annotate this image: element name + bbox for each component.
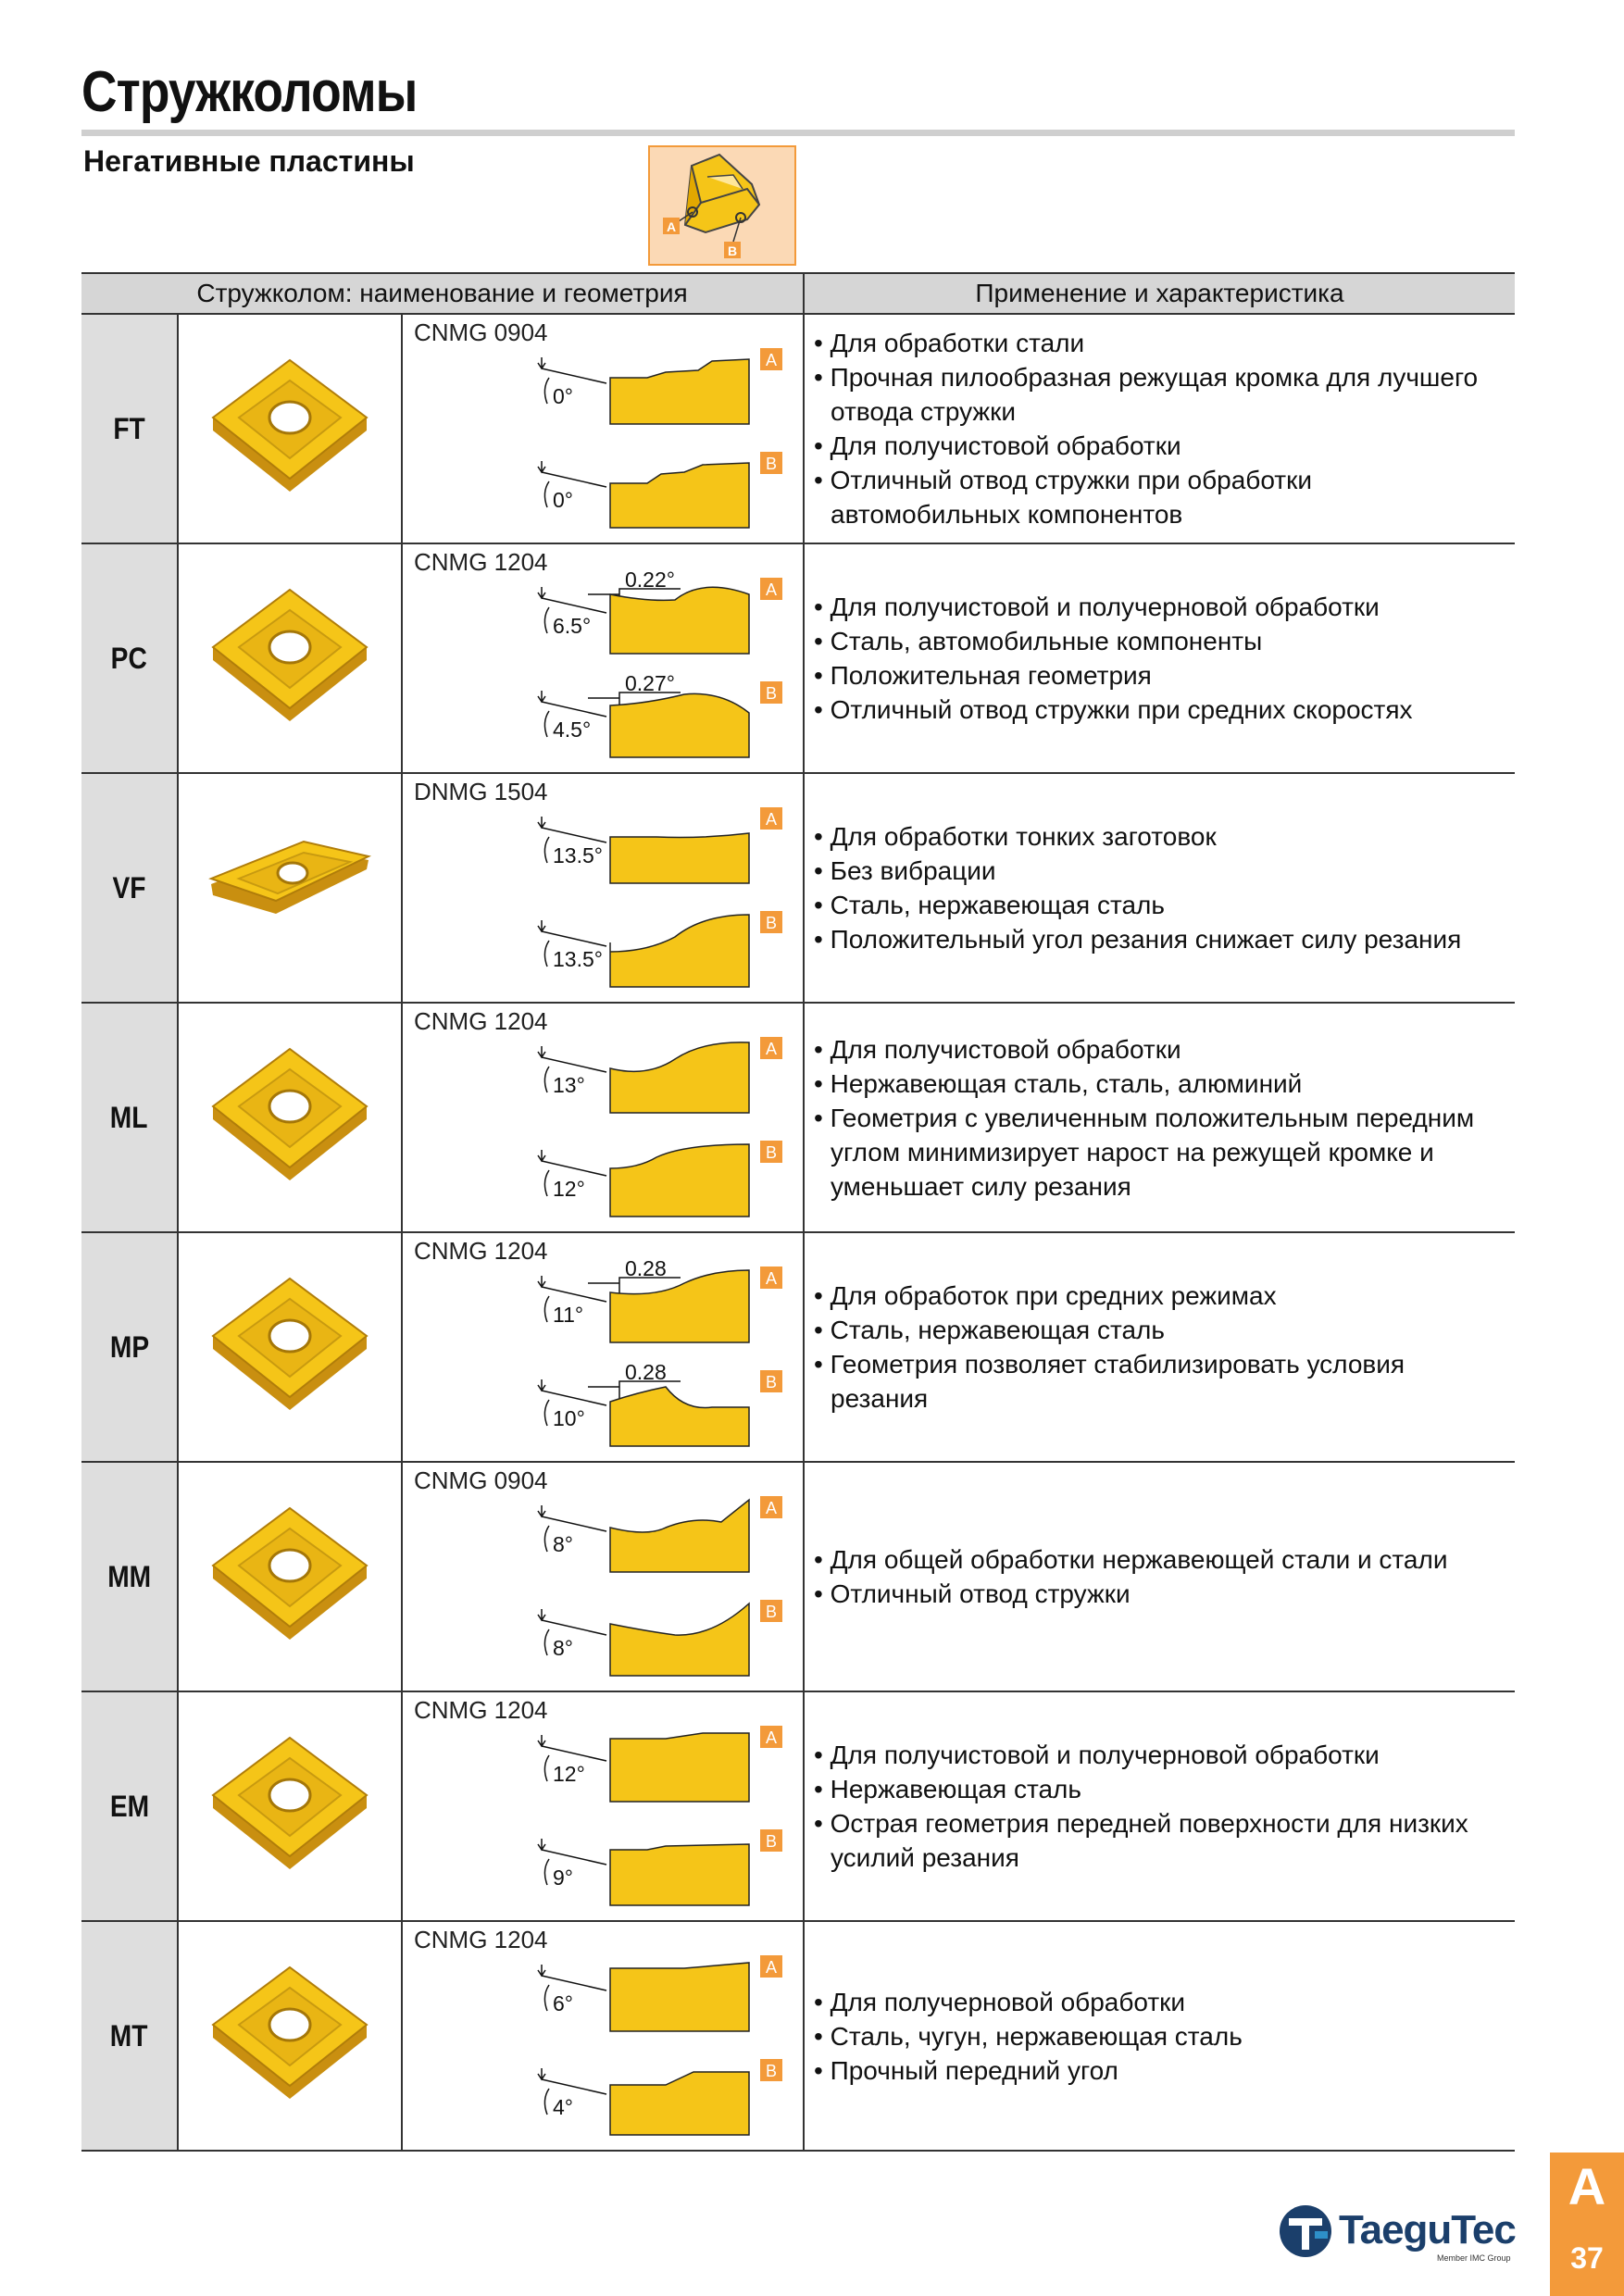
profile-a (538, 568, 782, 654)
feature-item: • Сталь, чугун, нержавеющая сталь (814, 2019, 1500, 2053)
feature-item: • Без вибрации (814, 854, 1500, 888)
chipbreaker-profile-shape (610, 1042, 749, 1113)
page-title: Стружколомы (81, 60, 418, 124)
profile-label-b: B (765, 455, 778, 473)
insert-image (202, 1042, 378, 1190)
geometry-cell (402, 1691, 804, 1921)
profile-label-a: A (765, 1040, 778, 1058)
profile-b (538, 452, 782, 528)
chipbreaker-profile-shape (610, 587, 749, 654)
chipbreaker-reference-diagram (648, 145, 796, 266)
diagram-label-b: B (727, 243, 738, 258)
chipbreaker-profile-shape (610, 1270, 749, 1342)
chipbreaker-profiles (403, 1233, 803, 1461)
chipbreaker-profiles (403, 315, 803, 543)
header-geometry: Стружколом: наименование и геометрия (81, 273, 804, 314)
feature-list (814, 1032, 1500, 1204)
chipbreaker-profiles (403, 1692, 803, 1920)
profile-label-b: B (765, 914, 778, 932)
table-row (81, 773, 1515, 1003)
rake-angle-b: 4.5° (553, 718, 592, 742)
chipbreaker-code-cell (81, 773, 178, 1003)
application-cell (804, 1691, 1515, 1921)
feature-item: • Геометрия позволяет стабилизировать условия резания (814, 1347, 1500, 1416)
land-width-a: 0.28 (625, 1256, 667, 1280)
feature-item: • Для обработки тонких заготовок (814, 819, 1500, 854)
title-rule (81, 130, 1515, 136)
application-cell (804, 1232, 1515, 1462)
chipbreaker-profile-shape (610, 1603, 749, 1676)
feature-item: • Сталь, нержавеющая сталь (814, 1313, 1500, 1347)
chipbreaker-profiles (403, 544, 803, 772)
page-number: 37 (1570, 2241, 1604, 2275)
insert-image-cell (178, 773, 402, 1003)
chipbreaker-code-cell (81, 1921, 178, 2151)
feature-list (814, 326, 1500, 531)
table-body (81, 314, 1515, 2151)
chipbreaker-profile-shape (610, 693, 749, 757)
rake-angle-b: 10° (553, 1406, 585, 1430)
feature-item: • Острая геометрия передней поверхности для низких усилий резания (814, 1806, 1500, 1875)
insert-image-cell (178, 1232, 402, 1462)
profile-label-a: A (765, 580, 778, 599)
brand-tagline: Member IMC Group (1437, 2253, 1511, 2263)
table-row (81, 1691, 1515, 1921)
insert-image-cell (178, 1921, 402, 2151)
feature-item: • Для получистовой обработки (814, 1032, 1500, 1067)
table-row (81, 314, 1515, 543)
profile-a (538, 1726, 782, 1802)
rake-angle-a: 6° (553, 1991, 573, 2015)
geometry-cell (402, 543, 804, 773)
geometry-cell (402, 1003, 804, 1232)
brand-name: TaeguTec (1339, 2207, 1516, 2252)
insert-designation: CNMG 1204 (414, 1007, 548, 1035)
profile-b (538, 1360, 782, 1446)
feature-item: • Отличный отвод стружки (814, 1577, 1500, 1611)
rake-angle-b: 8° (553, 1636, 573, 1660)
feature-list (814, 590, 1500, 727)
chipbreaker-profile-shape (610, 1500, 749, 1572)
application-cell (804, 773, 1515, 1003)
geometry-cell (402, 773, 804, 1003)
chipbreaker-profile-shape (610, 833, 749, 883)
chipbreaker-code-cell (81, 314, 178, 543)
insert-image-cell (178, 1003, 402, 1232)
application-cell (804, 1003, 1515, 1232)
insert-designation: CNMG 0904 (414, 318, 548, 346)
profile-a (538, 807, 782, 883)
profile-label-a: A (765, 1499, 778, 1517)
profile-label-a: A (765, 351, 778, 369)
feature-item: • Отличный отвод стружки при средних скоростях (814, 693, 1500, 727)
chipbreaker-code: MP (109, 1329, 149, 1364)
rake-angle-a: 13.5° (553, 843, 603, 867)
rake-angle-a: 11° (553, 1303, 584, 1327)
land-width-b: 0.28 (625, 1360, 667, 1384)
feature-item: • Прочная пилообразная режущая кромка для лучшего отвода стружки (814, 360, 1500, 429)
feature-list (814, 1738, 1500, 1875)
profile-b (538, 671, 782, 757)
chipbreaker-profiles (403, 1463, 803, 1691)
chipbreaker-code: MT (110, 2018, 148, 2053)
feature-item: • Для получистовой и получерновой обработки (814, 590, 1500, 624)
insert-image (202, 1730, 378, 1878)
rake-angle-a: 0° (553, 384, 573, 408)
profile-b (538, 1141, 782, 1217)
insert-image (202, 582, 378, 730)
insert-image-cell (178, 543, 402, 773)
application-cell (804, 1462, 1515, 1691)
chipbreaker-profile-shape (610, 1963, 749, 2031)
profile-label-a: A (765, 1958, 778, 1977)
insert-image (202, 1501, 378, 1649)
profile-label-b: B (765, 1143, 778, 1162)
application-cell (804, 314, 1515, 543)
profile-a (538, 348, 782, 424)
chipbreaker-code: MM (107, 1559, 151, 1593)
rake-angle-a: 8° (553, 1532, 573, 1556)
chipbreaker-code-cell (81, 1232, 178, 1462)
land-width-b: 0.27° (625, 671, 675, 695)
geometry-cell (402, 314, 804, 543)
page-subtitle: Негативные пластины (83, 144, 415, 178)
table-row (81, 1232, 1515, 1462)
brand-logo (1278, 2203, 1516, 2263)
profile-label-b: B (765, 1373, 778, 1391)
profile-label-b: B (765, 1832, 778, 1851)
profile-label-a: A (765, 1728, 778, 1747)
feature-item: • Сталь, нержавеющая сталь (814, 888, 1500, 922)
insert-image (202, 812, 378, 960)
insert-designation: CNMG 1204 (414, 548, 548, 576)
feature-list (814, 819, 1500, 956)
insert-designation: CNMG 1204 (414, 1926, 548, 1953)
feature-item: • Положительный угол резания снижает силу резания (814, 922, 1500, 956)
feature-item: • Для обработок при средних режимах (814, 1279, 1500, 1313)
insert-image-cell (178, 1462, 402, 1691)
geometry-cell (402, 1921, 804, 2151)
insert-designation: CNMG 1204 (414, 1237, 548, 1265)
chipbreaker-code-cell (81, 1462, 178, 1691)
profile-label-b: B (765, 1603, 778, 1621)
chipbreaker-code-cell (81, 543, 178, 773)
feature-item: • Нержавеющая сталь (814, 1772, 1500, 1806)
rake-angle-b: 0° (553, 488, 573, 512)
profile-label-b: B (765, 684, 778, 703)
profile-label-b: B (765, 2062, 778, 2080)
table-row (81, 543, 1515, 773)
rake-angle-b: 13.5° (553, 947, 603, 971)
chipbreaker-code: PC (110, 641, 148, 675)
feature-item: • Геометрия с увеличенным положительным передним углом минимизирует нарост на режущей кромке и уменьшает силу резания (814, 1101, 1500, 1204)
chipbreaker-code: VF (112, 870, 146, 905)
profile-b (538, 2059, 782, 2135)
profile-b (538, 911, 782, 987)
geometry-cell (402, 1232, 804, 1462)
feature-item: • Сталь, автомобильные компоненты (814, 624, 1500, 658)
geometry-cell (402, 1462, 804, 1691)
insert-image (202, 1271, 378, 1419)
feature-item: • Положительная геометрия (814, 658, 1500, 693)
rake-angle-b: 4° (553, 2095, 573, 2119)
chipbreaker-profile-shape (610, 1844, 749, 1905)
chipbreaker-profile-shape (610, 463, 749, 528)
table-row (81, 1003, 1515, 1232)
insert-designation: CNMG 1204 (414, 1696, 548, 1724)
insert-image (202, 1960, 378, 2108)
chipbreaker-code-cell (81, 1003, 178, 1232)
application-cell (804, 543, 1515, 773)
insert-image-cell (178, 1691, 402, 1921)
profile-a (538, 1496, 782, 1572)
chipbreaker-profiles (403, 1004, 803, 1231)
diagram-label-a: A (666, 219, 677, 234)
rake-angle-b: 12° (553, 1177, 585, 1201)
chipbreaker-profile-shape (610, 1144, 749, 1217)
profile-a (538, 1256, 782, 1342)
chipbreaker-profile-shape (610, 2072, 749, 2135)
feature-list (814, 1985, 1500, 2088)
rake-angle-b: 9° (553, 1866, 573, 1890)
chipbreaker-code: EM (109, 1789, 149, 1823)
profile-b (538, 1829, 782, 1905)
section-letter: A (1568, 2157, 1606, 2215)
section-tab (1550, 2152, 1624, 2296)
taegutec-logo-icon (1278, 2203, 1333, 2259)
insert-image-cell (178, 314, 402, 543)
feature-list (814, 1542, 1500, 1611)
application-cell (804, 1921, 1515, 2151)
chipbreaker-code-cell (81, 1691, 178, 1921)
land-width-a: 0.22° (625, 568, 675, 592)
profile-a (538, 1037, 782, 1113)
feature-item: • Для обработки стали (814, 326, 1500, 360)
profile-label-a: A (765, 810, 778, 829)
rake-angle-a: 6.5° (553, 614, 592, 638)
feature-item: • Отличный отвод стружки при обработки автомобильных компонентов (814, 463, 1500, 531)
feature-item: • Для получерновой обработки (814, 1985, 1500, 2019)
rake-angle-a: 13° (553, 1073, 585, 1097)
feature-list (814, 1279, 1500, 1416)
chipbreaker-profiles (403, 1922, 803, 2150)
chipbreaker-code: ML (110, 1100, 148, 1134)
insert-image (202, 353, 378, 501)
table-row (81, 1921, 1515, 2151)
chipbreaker-profile-shape (610, 1387, 749, 1446)
profile-label-a: A (765, 1269, 778, 1288)
chipbreaker-code: FT (113, 411, 145, 445)
chipbreaker-table (81, 272, 1515, 2152)
profile-b (538, 1600, 782, 1676)
chipbreaker-profile-shape (610, 359, 749, 424)
feature-item: • Нержавеющая сталь, сталь, алюминий (814, 1067, 1500, 1101)
feature-item: • Для получистовой и получерновой обработки (814, 1738, 1500, 1772)
chipbreaker-profiles (403, 774, 803, 1002)
chipbreaker-profile-shape (610, 1733, 749, 1802)
rake-angle-a: 12° (553, 1762, 585, 1786)
feature-item: • Для общей обработки нержавеющей стали и стали (814, 1542, 1500, 1577)
chipbreaker-profile-shape (610, 915, 749, 987)
header-application: Применение и характеристика (804, 273, 1515, 314)
insert-designation: DNMG 1504 (414, 778, 548, 805)
profile-a (538, 1955, 782, 2031)
feature-item: • Прочный передний угол (814, 2053, 1500, 2088)
table-row (81, 1462, 1515, 1691)
insert-designation: CNMG 0904 (414, 1466, 548, 1494)
feature-item: • Для получистовой обработки (814, 429, 1500, 463)
